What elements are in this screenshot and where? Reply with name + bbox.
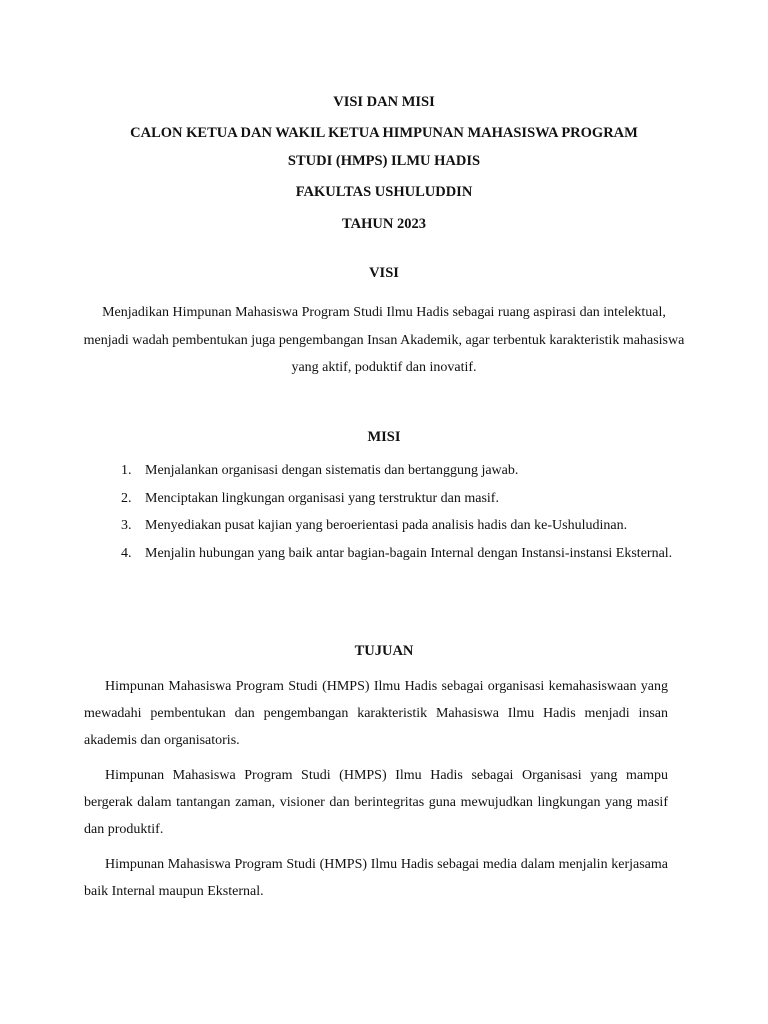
tujuan-paragraph: Himpunan Mahasiswa Program Studi (HMPS) Ilmu Hadis sebagai media dalam menjalin kerjasama baik Internal maupun Eksternal.	[84, 857, 668, 899]
misi-item-number: 3.	[121, 518, 132, 533]
misi-item-number: 2.	[121, 490, 132, 506]
misi-item	[0, 457, 768, 485]
misi-item	[0, 540, 768, 568]
misi-item	[0, 512, 768, 540]
misi-item-text: Menciptakan lingkungan organisasi yang terstruktur dan masif.	[145, 490, 499, 506]
misi-item-text: Menjalin hubungan yang baik antar bagian-bagain Internal dengan Instansi-instansi Eksternal.	[145, 545, 673, 561]
misi-item-text: Menyediakan pusat kajian yang beroerientasi pada analisis hadis dan ke-Ushuludinan.	[145, 518, 628, 533]
misi-item-number: 1.	[121, 463, 132, 478]
tujuan-heading: TUJUAN	[354, 643, 414, 659]
misi-item-text: Menjalankan organisasi dengan sistematis dan bertanggung jawab.	[145, 463, 519, 478]
document-year: TAHUN 2023	[342, 216, 426, 232]
misi-item-number: 4.	[121, 545, 132, 561]
tujuan-paragraph: Himpunan Mahasiswa Program Studi (HMPS) Ilmu Hadis sebagai Organisasi yang mampu bergerak dalam tantangan zaman, visioner dan berintegritas guna mewujudkan lingkungan yang masif dan produktif.	[84, 768, 668, 837]
visi-text: Menjadikan Himpunan Mahasiswa Program Studi Ilmu Hadis sebagai ruang aspirasi dan intelektual, menjadi wadah pembentukan juga pengembangan Insan Akademik, agar terbentuk karakteristik mahasiswa yang aktif, poduktif dan inovatif.	[83, 305, 685, 375]
faculty-name: FAKULTAS USHULUDDIN	[295, 184, 473, 200]
visi-heading: VISI	[369, 265, 399, 281]
document-title: VISI DAN MISI	[333, 94, 435, 110]
tujuan-section	[84, 673, 668, 913]
document-subtitle-line-1: CALON KETUA DAN WAKIL KETUA HIMPUNAN MAHASISWA PROGRAM	[130, 125, 638, 141]
misi-heading: MISI	[367, 429, 401, 445]
misi-item	[0, 485, 768, 513]
document-subtitle-line-2: STUDI (HMPS) ILMU HADIS	[287, 153, 481, 169]
tujuan-paragraph: Himpunan Mahasiswa Program Studi (HMPS) Ilmu Hadis sebagai organisasi kemahasiswaan yang mewadahi pembentukan dan pengembangan karakteristik Mahasiswa Ilmu Hadis menjadi insan akademis dan organisatoris.	[84, 679, 668, 748]
misi-list	[0, 457, 768, 567]
